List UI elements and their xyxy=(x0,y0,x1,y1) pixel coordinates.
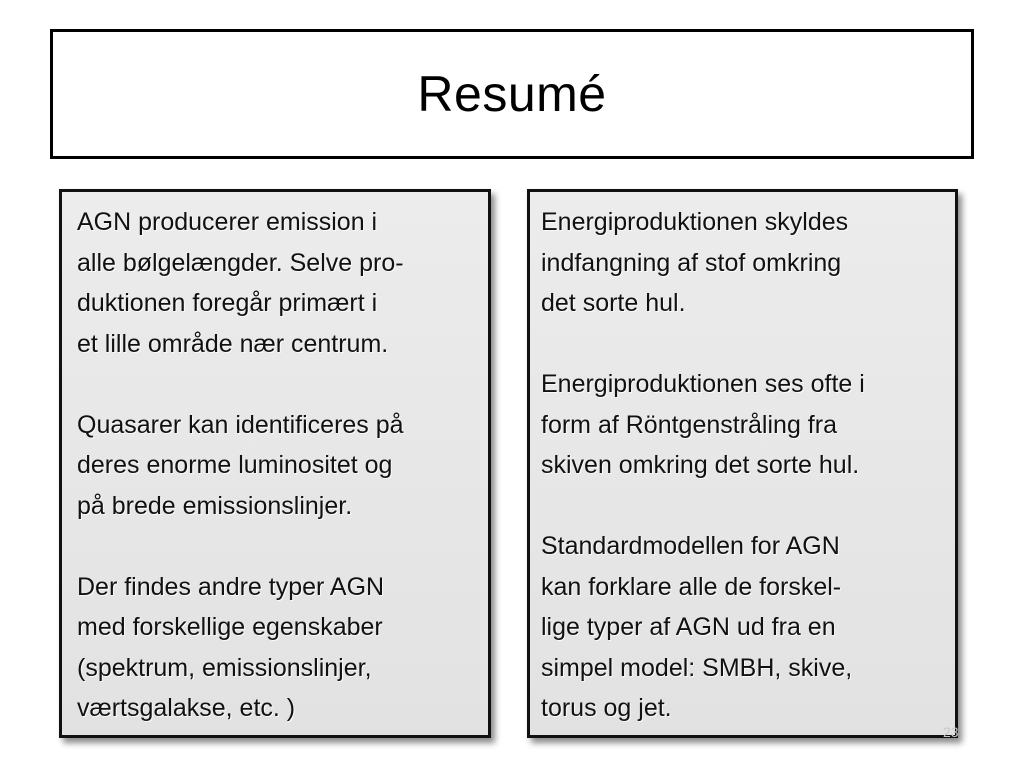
left-paragraph-1: AGN producerer emission i alle bølgelængder. Selve pro- duktionen foregår primært i et lille område nær centrum. xyxy=(77,208,404,358)
right-text-panel xyxy=(527,189,958,738)
left-paragraph-3: Der findes andre typer AGN med forskellige egenskaber (spektrum, emissionslinjer, værtsgalakse, etc. ) xyxy=(77,572,385,722)
left-paragraph-2: Quasarer kan identificeres på deres enorme luminositet og på brede emissionslinjer. xyxy=(77,410,404,520)
slide-title: Resumé xyxy=(417,66,607,122)
right-paragraph-1: Energiproduktionen skyldes indfangning af stof omkring det sorte hul. xyxy=(541,208,849,317)
left-text-panel xyxy=(59,189,491,738)
right-paragraph-2: Energiproduktionen ses ofte i form af Röntgenstråling fra skiven omkring det sorte hul. xyxy=(541,370,865,479)
right-paragraph-3: Standardmodellen for AGN kan forklare alle de forskel- lige typer af AGN ud fra en simpel model: SMBH, skive, torus og jet. xyxy=(541,532,853,722)
title-box xyxy=(50,29,974,159)
page-number: 23 xyxy=(943,724,959,740)
